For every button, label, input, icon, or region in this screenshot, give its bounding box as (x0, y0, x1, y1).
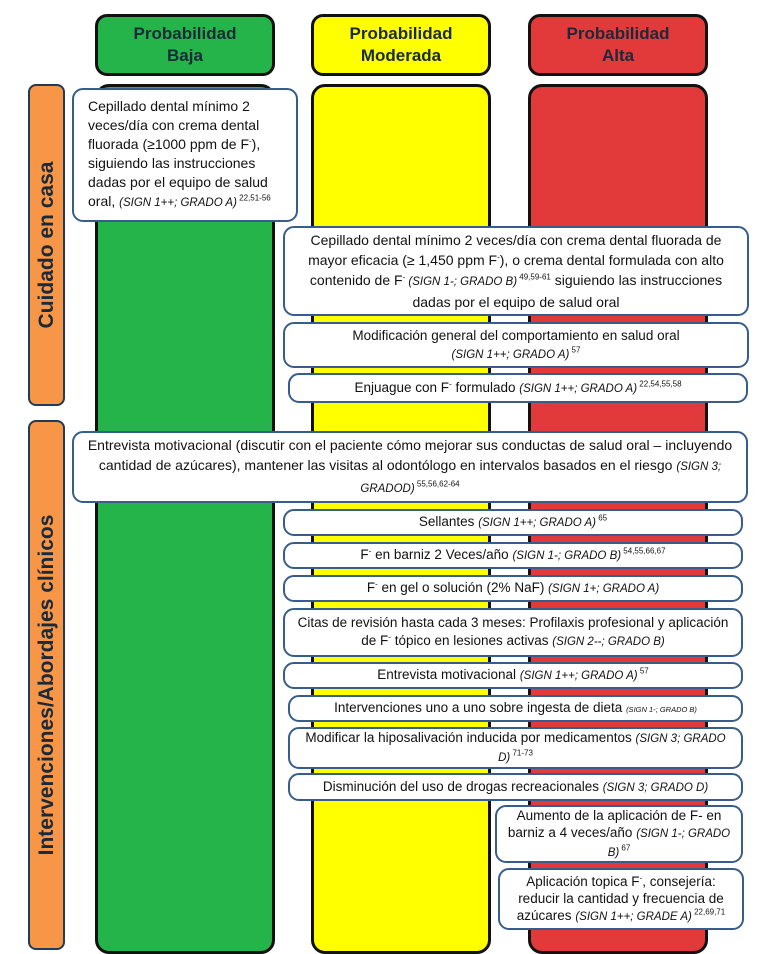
box4-text2: formulado (451, 379, 520, 395)
box7-sup1: - (368, 546, 372, 556)
box-review-appointments (283, 608, 743, 657)
box10-refs: 57 (637, 666, 649, 676)
box6-grade: (SIGN 1++; GRADO A) (478, 517, 596, 529)
box3-grade: (SIGN 1++; GRADO A) (451, 348, 570, 361)
box-sealants (283, 509, 743, 536)
section-home-care (28, 84, 65, 406)
box8-sup1: - (375, 579, 378, 589)
box9-sup1: - (388, 632, 391, 642)
box3-refs: 57 (569, 345, 581, 354)
header-moderate-line1: Probabilidad (349, 24, 453, 43)
box14-text: Aumento de la aplicación de F- en barniz a 4 veces/año (507, 807, 722, 840)
box4-grade: (SIGN 1++; GRADO A) (519, 382, 638, 395)
box-brushing-1450ppm (283, 226, 749, 316)
box3-text: Modificación general del comportamiento en salud oral (352, 327, 680, 343)
box2-refs: 49,59-61 (517, 272, 551, 282)
box15-grade: (SIGN 1++; GRADE A) (575, 910, 692, 923)
header-moderate-line2: Moderada (360, 46, 442, 65)
box8-text2: en gel o solución (2% NaF) (377, 580, 549, 595)
box13-grade: (SIGN 3; GRADO D) (602, 781, 709, 794)
header-high-line1: Probabilidad (566, 24, 670, 43)
box9-text2: tópico en lesiones activas (390, 633, 553, 648)
box6-refs: 65 (595, 513, 608, 523)
box7-grade: (SIGN 1-; GRADO B) (512, 550, 622, 562)
box5-text: Entrevista motivacional (discutir con el paciente cómo mejorar sus conductas de salud oral – incluyendo cantidad de azúcares), mantener las visitas al odontólogo en intervalos basados en el riesgo (87, 437, 733, 473)
box2-text: Cepillado dental mínimo 2 veces/día con crema dental fluorada de mayor eficacia (≥ 1,450 ppm F (308, 232, 722, 268)
box11-text: Intervenciones uno a uno sobre ingesta de dieta (334, 699, 627, 715)
box12-text: Modificar la hiposalivación inducida por medicamentos (305, 730, 636, 745)
box5-grade: (SIGN 3; GRADOD) (360, 461, 722, 495)
box15-refs: 22,69,71 (691, 907, 726, 916)
box-topical-fluoride-counseling (498, 868, 744, 930)
box-motivational-interview (283, 662, 743, 689)
box4-sup1: - (449, 379, 452, 388)
header-high-probability (528, 14, 708, 76)
box-behavior-modification (283, 322, 749, 368)
box-hyposalivation (288, 727, 743, 769)
section-clinical-label: Intervenciones/Abordajes clínicos (34, 514, 58, 856)
box2-text2: ), o crema dental formulada con alto contenido de F (309, 252, 724, 288)
box11-grade: (SIGN 1-; GRADO B) (626, 704, 697, 714)
box7-text2: en barniz 2 Veces/año (371, 547, 513, 562)
box4-refs: 22,54,55,58 (637, 379, 682, 388)
box12-grade: (SIGN 3; GRADO D) (498, 733, 726, 764)
header-low-line1: Probabilidad (133, 24, 237, 43)
box1-refs: 22,51-56 (236, 193, 271, 203)
box1-grade: (SIGN 1++; GRADO A) (119, 197, 237, 209)
box4-text: Enjuague con F (354, 379, 450, 395)
header-high-line2: Alta (601, 46, 635, 65)
box13-text: Disminución del uso de drogas recreacionales (322, 778, 603, 794)
box-brushing-1000ppm (72, 88, 298, 222)
box9-text: Citas de revisión hasta cada 3 meses: Profilaxis profesional y aplicación de F (297, 615, 729, 648)
box2-sup2: - (402, 272, 406, 282)
box14-refs: 67 (619, 843, 631, 852)
header-moderate-probability (311, 14, 491, 76)
box9-grade: (SIGN 2--; GRADO B) (552, 636, 665, 648)
header-low-probability (95, 14, 275, 76)
box5-refs: 55,56,62-64 (414, 479, 460, 489)
box7-refs: 54,55,66,67 (621, 546, 666, 556)
box-fluoride-rinse (288, 373, 748, 403)
box10-text: Entrevista motivacional (377, 667, 520, 682)
box1-text2: ), siguiendo las instrucciones dadas por el equipo de salud oral, (88, 136, 268, 209)
box10-grade: (SIGN 1++; GRADO A) (519, 670, 638, 682)
box7-text: F (360, 547, 369, 562)
box14-grade: (SIGN 1-; GRADO B) (607, 827, 731, 859)
box-diet-interventions (288, 695, 743, 722)
box1-sup1: - (249, 136, 252, 146)
header-low-line2: Baja (167, 46, 203, 65)
box8-text: F (366, 580, 376, 595)
box-fluoride-varnish-2x (283, 542, 743, 569)
box15-text: Aplicación topica F (526, 873, 640, 889)
box-recreational-drugs (288, 773, 743, 801)
box2-text3: siguiendo las instrucciones dadas por el equipo de salud oral (412, 272, 723, 310)
box-motivational-interview-all (72, 431, 748, 503)
box15-sup1: - (639, 873, 643, 882)
box2-sup1: - (497, 252, 500, 262)
box12-refs: 71-73 (510, 748, 533, 758)
box15-text2: , consejería: reducir la cantidad y frecuencia de azúcares (516, 873, 724, 923)
box2-grade: (SIGN 1-; GRADO B) (405, 276, 518, 288)
section-home-care-label: Cuidado en casa (34, 161, 58, 329)
box-fluoride-gel (283, 575, 743, 602)
box6-text: Sellantes (418, 514, 479, 529)
box8-grade: (SIGN 1+; GRADO A) (548, 583, 660, 595)
box1-text: Cepillado dental mínimo 2 veces/día con crema dental fluorada (≥1000 ppm de F (88, 98, 260, 152)
box-fluoride-varnish-4x (495, 805, 743, 863)
section-clinical-interventions (28, 420, 65, 950)
